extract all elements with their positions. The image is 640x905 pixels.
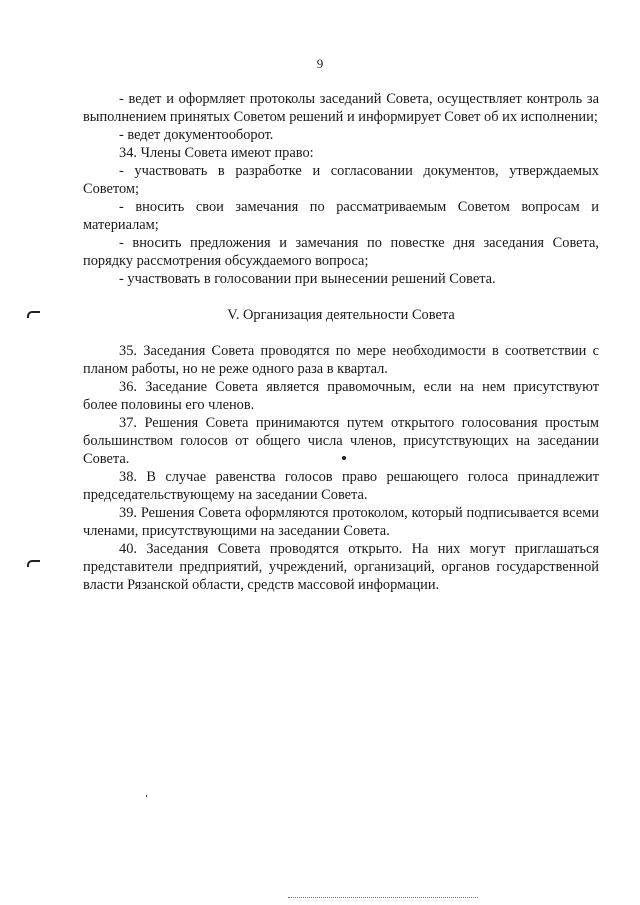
bottom-scan-line xyxy=(288,897,478,898)
paragraph-clause-37: 37. Решения Совета принимаются путем открытого голосования простым большинством голосов от общего числа членов, присутствующих на заседании Совета. xyxy=(83,415,599,467)
section-heading: V. Организация деятельности Совета xyxy=(227,307,455,323)
paragraph-right-agenda-proposals: - вносить предложения и замечания по повестке дня заседания Совета, порядку рассмотрения обсуждаемого вопроса; xyxy=(83,235,599,269)
paragraph-clause-39: 39. Решения Совета оформляются протоколом, который подписывается всеми членами, присутствующими на заседании Совета. xyxy=(83,505,599,539)
paragraph-right-develop-documents: - участвовать в разработке и согласовании документов, утверждаемых Советом; xyxy=(83,163,599,197)
paragraph-right-vote: - участвовать в голосовании при вынесении решений Совета. xyxy=(119,271,496,287)
document-body xyxy=(83,90,599,594)
binder-hole-mark-icon xyxy=(27,311,40,318)
binder-hole-mark-icon xyxy=(27,560,40,567)
paragraph-duties-document-flow: - ведет документооборот. xyxy=(119,127,274,143)
paragraph-clause-35: 35. Заседания Совета проводятся по мере необходимости в соответствии с планом работы, но не реже одного раза в квартал. xyxy=(83,343,599,377)
paragraph-clause-40: 40. Заседания Совета проводятся открыто. На них могут приглашаться представители предприятий, учреждений, организаций, органов государственной власти Рязанской области, средств массовой информации. xyxy=(83,541,599,593)
paragraph-clause-34: 34. Члены Совета имеют право: xyxy=(119,145,314,161)
paragraph-right-submit-remarks: - вносить свои замечания по рассматриваемым Советом вопросам и материалам; xyxy=(83,199,599,233)
paragraph-clause-36: 36. Заседание Совета является правомочным, если на нем присутствуют более половины его членов. xyxy=(83,379,599,413)
paragraph-clause-38: 38. В случае равенства голосов право решающего голоса принадлежит председательствующему на заседании Совета. xyxy=(83,469,599,503)
scan-dot-mark xyxy=(342,456,346,460)
paragraph-duties-protocols: - ведет и оформляет протоколы заседаний Совета, осуществляет контроль за выполнением принятых Советом решений и информирует Совет об их исполнении; xyxy=(83,91,599,125)
page-number: 9 xyxy=(316,56,324,71)
scan-speck-mark xyxy=(146,795,147,797)
